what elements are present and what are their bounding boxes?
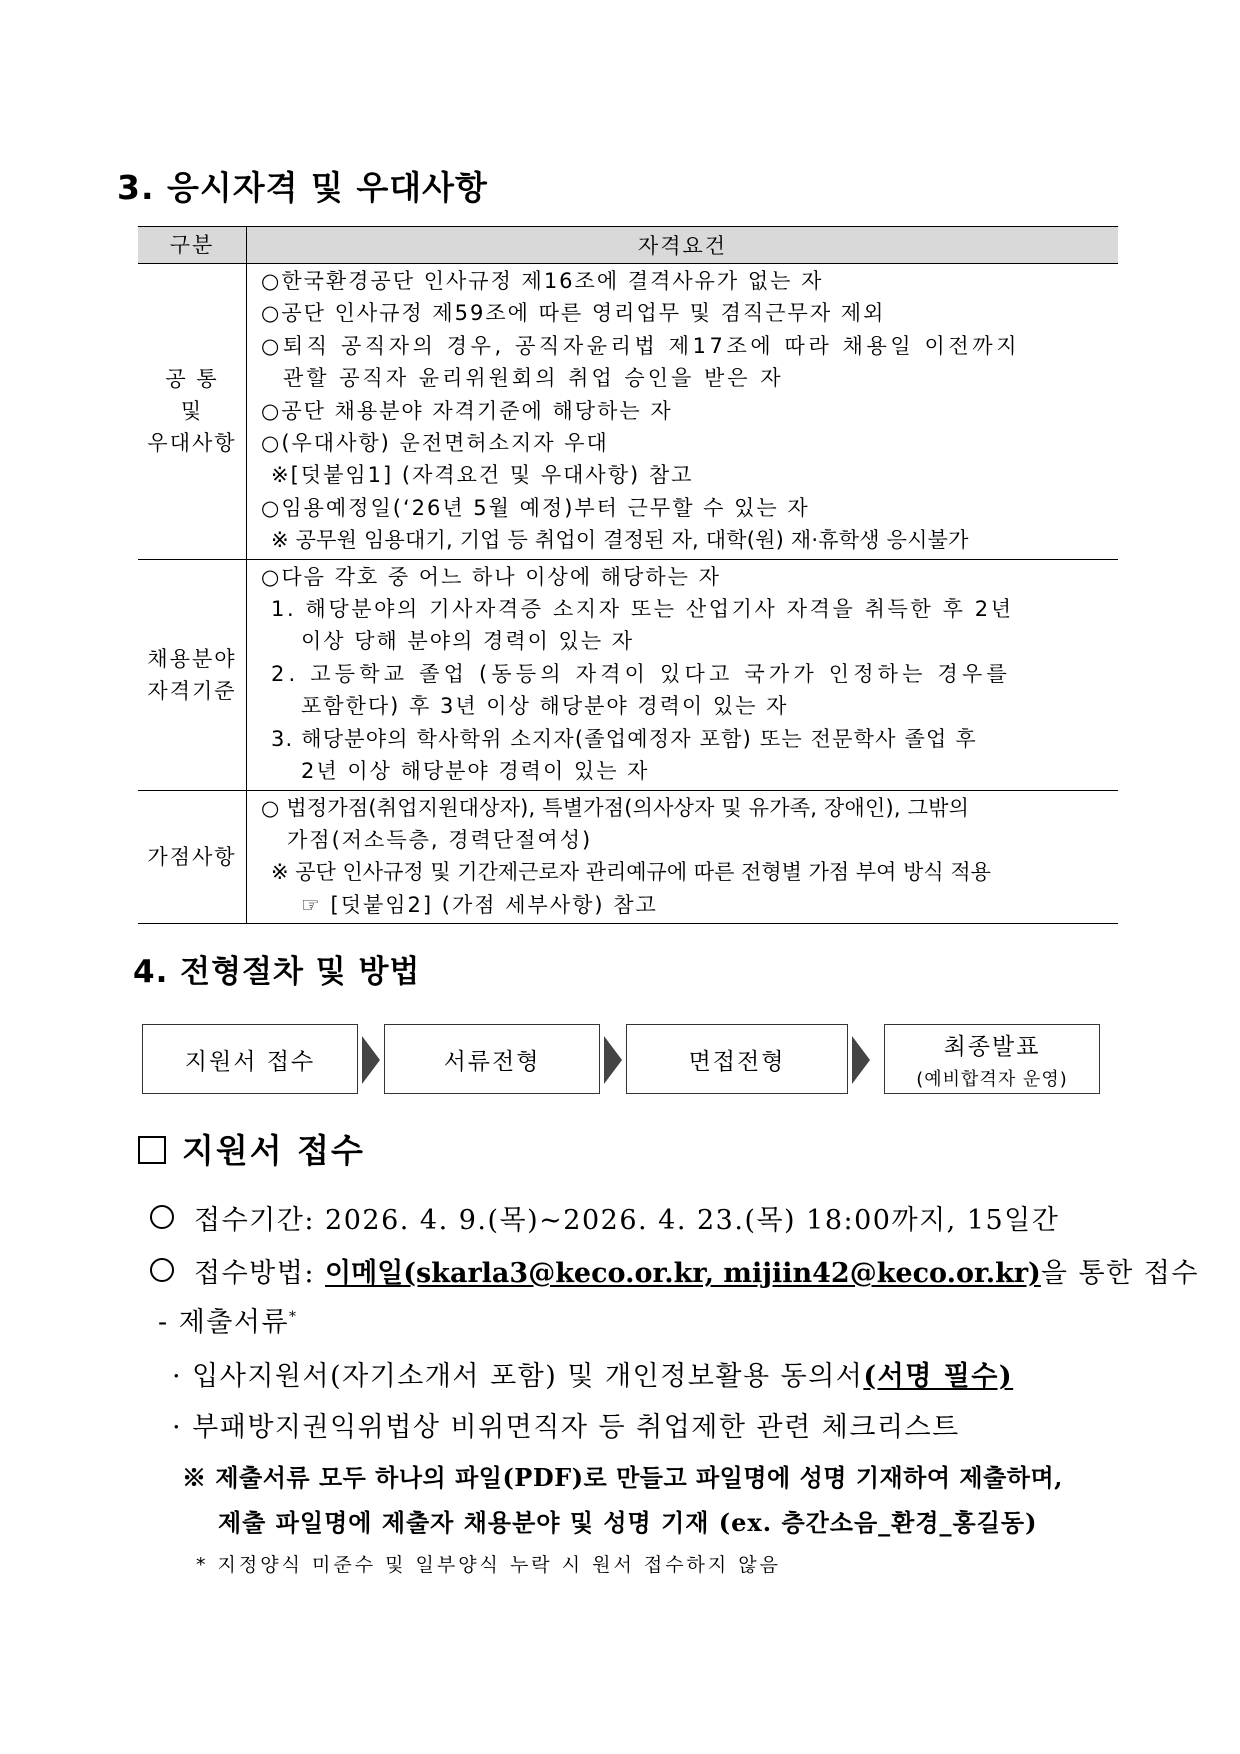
requirement-line: 포함한다) 후 3년 이상 해당분야 경력이 있는 자	[301, 694, 789, 719]
method-suffix: 을 통한 접수	[1040, 1258, 1199, 1289]
requirement-line: ○퇴직 공직자의 경우, 공직자윤리법 제17조에 따라 채용일 이전까지	[261, 333, 1021, 358]
method-label: 접수방법:	[194, 1258, 315, 1289]
requirement-note: ※ 공무원 임용대기, 기업 등 취업이 결정된 자, 대학(원) 재·휴학생 응시불가	[271, 528, 969, 553]
qualification-table	[138, 226, 1118, 924]
requirement-note: ※[덧붙임1] (자격요건 및 우대사항) 참고	[271, 463, 694, 488]
row-label-common	[138, 264, 247, 560]
arrow-right-icon	[604, 1036, 622, 1084]
documents-label	[158, 1300, 298, 1339]
document-item	[172, 1405, 960, 1444]
requirement-line: ○(우대사항) 운전면허소지자 우대	[261, 431, 609, 456]
row-label-line: 자격기준	[147, 678, 237, 703]
row-content-bonus	[247, 790, 1119, 924]
header-requirements: 자격요건	[247, 227, 1119, 264]
circle-bullet-icon	[150, 1205, 174, 1229]
row-label-line: 공 통	[165, 367, 219, 392]
row-label-bonus	[138, 790, 247, 924]
flow-step-label: 면접전형	[688, 1048, 786, 1075]
requirement-note: ※ 공단 인사규정 및 기간제근로자 관리예규에 따른 전형별 가점 부여 방식 적용	[271, 860, 991, 885]
documents-label-text: - 제출서류	[158, 1307, 290, 1338]
circle-bullet-icon	[150, 1258, 174, 1282]
period-label: 접수기간:	[194, 1205, 315, 1236]
process-flow	[142, 1024, 1102, 1097]
requirement-line: 2. 고등학교 졸업 (동등의 자격이 있다고 국가가 인정하는 경우를	[271, 661, 1011, 686]
header-category: 구분	[138, 227, 247, 264]
row-label-line: 및	[180, 399, 204, 424]
requirement-line: ○공단 채용분야 자격기준에 해당하는 자	[261, 398, 673, 423]
requirement-note: ☞ [덧붙임2] (가점 세부사항) 참고	[301, 892, 658, 917]
application-method	[150, 1251, 1199, 1290]
checkbox-square-icon	[138, 1136, 166, 1164]
table-header-row	[138, 227, 1118, 264]
row-label-line: 우대사항	[147, 431, 237, 456]
document-item	[172, 1354, 1013, 1393]
flow-step-sublabel: (예비합격자 운영)	[916, 1068, 1068, 1090]
table-row	[138, 790, 1118, 924]
requirement-line: ○임용예정일(‘26년 5월 예정)부터 근무할 수 있는 자	[261, 495, 810, 520]
signature-required: (서명 필수)	[863, 1361, 1014, 1392]
row-content-common	[247, 264, 1119, 560]
flow-step-interview	[626, 1024, 848, 1094]
requirement-line: 가점(저소득층, 경력단절여성)	[287, 827, 593, 852]
application-heading-text: 지원서 접수	[182, 1131, 365, 1170]
row-label-line: 채용분야	[147, 646, 237, 671]
requirement-line: 이상 당해 분야의 경력이 있는 자	[301, 629, 635, 654]
table-row	[138, 264, 1118, 560]
submission-note: ※ 제출서류 모두 하나의 파일(PDF)로 만들고 파일명에 성명 기재하여 제출하며,	[182, 1463, 1063, 1492]
application-period	[150, 1198, 1059, 1237]
flow-step-label: 최종발표	[943, 1033, 1041, 1060]
flow-step-application	[142, 1024, 358, 1094]
document-item-text: · 입사지원서(자기소개서 포함) 및 개인정보활용 동의서	[172, 1361, 864, 1392]
arrow-right-icon	[852, 1036, 870, 1084]
requirement-line: 2년 이상 해당분야 경력이 있는 자	[301, 759, 650, 784]
requirement-line: 3. 해당분야의 학사학위 소지자(졸업예정자 포함) 또는 전문학사 졸업 후	[271, 726, 977, 751]
requirement-line: ○ 법정가점(취업지원대상자), 특별가점(의사상자 및 유가족, 장애인), 그밖의	[261, 795, 970, 820]
requirement-line: ○공단 인사규정 제59조에 따른 영리업무 및 겸직근무자 제외	[261, 301, 886, 326]
requirement-line: 1. 해당분야의 기사자격증 소지자 또는 산업기사 자격을 취득한 후 2년	[271, 597, 1014, 622]
flow-step-label: 서류전형	[443, 1048, 541, 1075]
flow-step-final-announcement	[884, 1024, 1100, 1094]
flow-step-label: 지원서 접수	[184, 1048, 316, 1075]
email-link[interactable]: 이메일(skarla3@keco.or.kr, mijiin42@keco.or.kr)	[325, 1258, 1041, 1289]
section3-title: 3. 응시자격 및 우대사항	[117, 168, 488, 207]
row-label-field	[138, 559, 247, 790]
period-value: 2026. 4. 9.(목)~2026. 4. 23.(목) 18:00까지, 15일간	[325, 1205, 1060, 1236]
document-item-text: · 부패방지권익위법상 비위면직자 등 취업제한 관련 체크리스트	[172, 1412, 960, 1443]
table-row	[138, 559, 1118, 790]
submission-note: 제출 파일명에 제출자 채용분야 및 성명 기재 (ex. 층간소음_환경_홍길동)	[218, 1508, 1038, 1537]
footnote: * 지정양식 미준수 및 일부양식 누락 시 원서 접수하지 않음	[196, 1554, 781, 1576]
application-heading	[138, 1125, 365, 1172]
footnote-mark: *	[289, 1309, 298, 1325]
arrow-right-icon	[362, 1036, 380, 1084]
section4-title: 4. 전형절차 및 방법	[133, 954, 421, 990]
requirement-line: ○한국환경공단 인사규정 제16조에 결격사유가 없는 자	[261, 269, 824, 293]
flow-step-document-screening	[384, 1024, 600, 1094]
row-label-line: 가점사항	[147, 844, 237, 869]
requirement-line: ○다음 각호 중 어느 하나 이상에 해당하는 자	[261, 564, 721, 589]
requirement-line: 관할 공직자 윤리위원회의 취업 승인을 받은 자	[283, 366, 784, 391]
row-content-field	[247, 559, 1119, 790]
